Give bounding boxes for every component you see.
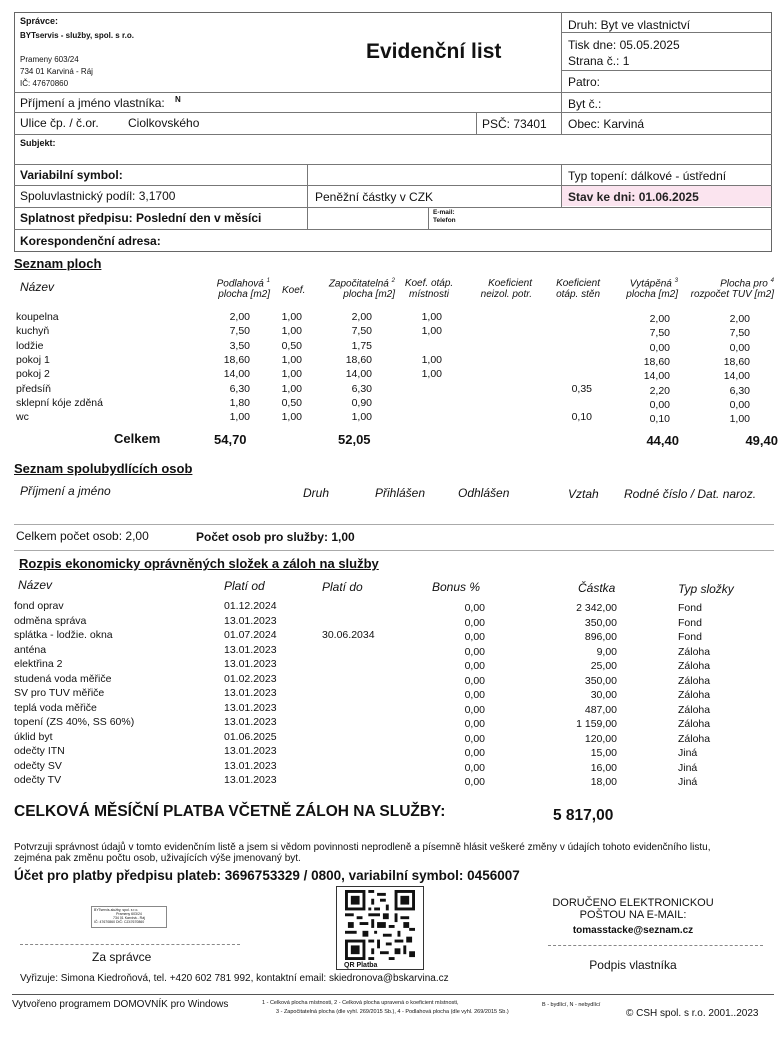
rozpis-cell-od: 13.01.2023 [224, 687, 277, 699]
account-line: Účet pro platby předpisu plateb: 3696753329 / 0800, variabilní symbol: 0456007 [14, 868, 520, 883]
plochy-cell-zapoc: 18,60 [345, 353, 372, 366]
rozpis-cell-typ: Záloha [678, 689, 711, 701]
vs-label: Variabilní symbol: [20, 168, 123, 182]
rozpis-cell-od: 13.01.2023 [224, 614, 277, 627]
rozpis-row [0, 716, 778, 729]
obec: Obec: Karviná [568, 117, 645, 131]
podil: Spoluvlastnický podíl: 3,1700 [20, 189, 176, 203]
rozpis-row [0, 644, 778, 657]
rozpis-cell-bonus: 0,00 [464, 645, 485, 658]
plochy-cell-zapoc: 0,90 [351, 396, 372, 409]
plochy-total-zapoc: 52,05 [338, 432, 371, 447]
rozpis-row [0, 731, 778, 744]
rozpis-cell-castka: 487,00 [584, 703, 617, 716]
rozpis-cell-od: 01.02.2023 [224, 672, 277, 685]
rozpis-cell-bonus: 0,00 [464, 602, 485, 614]
admin-ic: IČ: 47670860 [20, 79, 69, 88]
rozpis-cell-od: 13.01.2023 [224, 643, 277, 656]
osoby-title: Seznam spolubydlících osob [14, 461, 193, 476]
plochy-cell-sten: 0,10 [571, 411, 592, 424]
rozpis-row [0, 774, 778, 787]
ulice-label: Ulice čp. / č.or. [20, 116, 99, 130]
plochy-cell-tuv: 18,60 [723, 355, 750, 368]
subjekt-label: Subjekt: [20, 138, 56, 148]
rozpis-cell-castka: 120,00 [584, 732, 617, 745]
rozpis-cell-bonus: 0,00 [464, 660, 485, 672]
rozpis-h-typ: Typ složky [678, 582, 734, 596]
plochy-total-tuv: 49,40 [745, 433, 778, 448]
plochy-cell-tuv: 6,30 [729, 384, 750, 397]
rozpis-cell-bonus: 0,00 [464, 718, 485, 730]
qr-code-icon [344, 890, 416, 960]
plochy-h-nazev: Název [20, 280, 55, 294]
rozpis-title: Rozpis ekonomicky oprávněných složek a záloh na služby [19, 556, 379, 571]
podpis-vlastnika: Podpis vlastníka [589, 958, 677, 972]
plochy-cell-vytap: 0,00 [649, 398, 670, 411]
admin-city: 734 01 Karviná - Ráj [20, 67, 93, 76]
plochy-cell-podl: 1,80 [229, 396, 250, 409]
rozpis-cell-castka: 2 342,00 [576, 602, 617, 614]
plochy-row [0, 354, 778, 367]
plochy-cell-tuv: 14,00 [723, 370, 750, 383]
rozpis-cell-nazev: úklid byt [14, 730, 53, 743]
rozpis-cell-nazev: odečty ITN [14, 745, 65, 757]
plochy-cell-tuv: 0,00 [729, 398, 750, 411]
rozpis-row [0, 760, 778, 773]
plochy-cell-zapoc: 1,00 [351, 411, 372, 424]
rozpis-cell-typ: Záloha [678, 718, 711, 730]
plochy-cell-zapoc: 6,30 [351, 382, 372, 395]
patro: Patro: [568, 75, 601, 89]
plochy-row [0, 325, 778, 338]
admin-street: Prameny 603/24 [20, 55, 79, 64]
footnote-1: 1 - Celková plocha místnosti, 2 - Celková plocha upravená o koeficient místnosti, [262, 1000, 459, 1006]
plochy-cell-tuv: 2,00 [729, 313, 750, 325]
qr-label: QR Platba [344, 962, 378, 969]
signature-line-owner [548, 945, 763, 946]
divider [12, 994, 774, 995]
druh: Druh: Byt ve vlastnictví [568, 18, 691, 32]
za-spravce: Za správce [92, 950, 152, 964]
rozpis-cell-nazev: fond oprav [14, 600, 64, 612]
plochy-cell-otap: 1,00 [421, 368, 442, 381]
osoby-h-prihlasen: Přihlášen [375, 486, 426, 500]
email-label: E-mail: [433, 209, 455, 216]
rozpis-cell-bonus: 0,00 [464, 747, 485, 759]
rozpis-cell-nazev: odměna správa [14, 614, 87, 627]
rozpis-row [0, 600, 778, 613]
plochy-cell-nazev: wc [16, 411, 29, 424]
rozpis-cell-castka: 1 159,00 [576, 718, 617, 730]
plochy-h-zapoc: Započitatelná $^2$ plocha [m2] [328, 278, 395, 301]
rozpis-cell-castka: 896,00 [584, 631, 617, 643]
admin-label: Správce: [20, 16, 59, 26]
rozpis-cell-typ: Záloha [678, 732, 711, 745]
rozpis-h-do: Platí do [322, 580, 363, 594]
plochy-cell-zapoc: 14,00 [345, 368, 372, 381]
rozpis-row [0, 615, 778, 628]
rozpis-cell-typ: Jiná [678, 747, 698, 759]
plochy-total-podl: 54,70 [214, 432, 247, 447]
rozpis-cell-typ: Záloha [678, 674, 711, 687]
plochy-row [0, 411, 778, 424]
osoby-pro-sluzby: Počet osob pro služby: 1,00 [196, 530, 355, 544]
signature-line-admin [20, 944, 240, 945]
strana: Strana č.: 1 [568, 54, 630, 68]
tisk-dne: Tisk dne: 05.05.2025 [568, 38, 680, 52]
rozpis-cell-od: 13.01.2023 [224, 774, 277, 786]
plochy-row [0, 368, 778, 381]
rozpis-cell-bonus: 0,00 [464, 703, 485, 716]
plochy-cell-nazev: sklepní kóje zděná [16, 396, 103, 409]
plochy-row [0, 383, 778, 396]
rozpis-cell-nazev: SV pro TUV měřiče [14, 687, 105, 699]
plochy-cell-nazev: koupelna [16, 311, 59, 323]
plochy-row [0, 397, 778, 410]
plochy-h-koef: Koef. [282, 285, 306, 296]
telefon-label: Telefon [433, 217, 456, 224]
plochy-h-sten: Koeficient otáp. stěn [556, 278, 600, 300]
plochy-cell-otap: 1,00 [421, 353, 442, 366]
plochy-cell-podl: 3,50 [229, 339, 250, 352]
rozpis-cell-typ: Záloha [678, 703, 711, 716]
rozpis-cell-bonus: 0,00 [464, 732, 485, 745]
rozpis-cell-nazev: elektřina 2 [14, 658, 63, 670]
plochy-cell-nazev: předsíň [16, 382, 52, 395]
rozpis-cell-nazev: splátka - lodžie. okna [14, 629, 113, 641]
plochy-title: Seznam ploch [14, 256, 102, 271]
rozpis-cell-nazev: anténa [14, 643, 47, 656]
rozpis-row [0, 687, 778, 700]
typ-topeni: Typ topení: dálkové - ústřední [568, 169, 727, 183]
osoby-h-druh: Druh [303, 486, 330, 500]
rozpis-cell-nazev: topení (ZS 40%, SS 60%) [14, 716, 135, 728]
ulice-value: Ciolkovského [128, 116, 200, 130]
plochy-cell-podl: 7,50 [229, 325, 250, 338]
plochy-cell-podl: 2,00 [229, 311, 250, 323]
osoby-h-vztah: Vztah [568, 487, 599, 501]
rozpis-cell-od: 01.07.2024 [224, 629, 277, 641]
rozpis-cell-typ: Záloha [678, 645, 711, 658]
rozpis-cell-od: 13.01.2023 [224, 658, 277, 670]
plochy-cell-koef: 0,50 [281, 339, 302, 352]
plochy-h-neizol: Koeficient neizol. potr. [480, 278, 532, 300]
plochy-cell-otap: 1,00 [421, 311, 442, 323]
plochy-cell-nazev: kuchyň [16, 325, 50, 338]
rozpis-cell-bonus: 0,00 [464, 776, 485, 788]
owner-value: N [175, 95, 181, 104]
rozpis-cell-od: 01.06.2025 [224, 730, 277, 743]
admin-name: BYTservis - služby, spol. s r.o. [20, 31, 134, 40]
rozpis-cell-od: 13.01.2023 [224, 716, 277, 728]
plochy-cell-tuv: 0,00 [729, 341, 750, 354]
plochy-cell-otap: 1,00 [421, 325, 442, 338]
rozpis-cell-do: 30.06.2034 [322, 629, 375, 641]
plochy-cell-koef: 1,00 [281, 382, 302, 395]
rozpis-row [0, 673, 778, 686]
plochy-cell-podl: 18,60 [223, 353, 250, 366]
osoby-h-rc: Rodné číslo / Dat. naroz. [624, 487, 757, 501]
plochy-h-tuv: Plocha pro $^4$ rozpočet TUV [m2] [690, 278, 774, 301]
rozpis-total-label: CELKOVÁ MĚSÍČNÍ PLATBA VČETNĚ ZÁLOH NA SLUŽBY: [14, 803, 446, 820]
doruceno-2: POŠTOU NA E-MAIL: [579, 909, 687, 921]
psc: PSČ: 73401 [482, 117, 547, 131]
plochy-h-otap: Koef. otáp. místnosti [404, 278, 454, 300]
admin-stamp: BYTservis-služby, spol. s r.o. Prameny 603/24 734 01 Karviná - Ráj IČ: 47670860 DIČ: CZ47670860 [91, 906, 167, 928]
plochy-total-label: Celkem [114, 431, 161, 446]
vyrizuje: Vyřizuje: Simona Kiedroňová, tel. +420 602 781 992, kontaktní email: skiedronova@bskarvina.cz [20, 973, 449, 984]
plochy-cell-sten: 0,35 [571, 382, 592, 395]
divider [14, 550, 774, 551]
plochy-cell-koef: 1,00 [281, 325, 302, 338]
footnote-2: 3 - Započitatelná plocha (dle vyhl. 269/2015 Sb.), 4 - Podlahová plocha (dle vyhl. 269/2015 Sb.) [276, 1009, 509, 1015]
page-title: Evidenční list [366, 40, 502, 63]
rozpis-cell-nazev: odečty SV [14, 759, 62, 772]
rozpis-cell-typ: Fond [678, 631, 702, 643]
rozpis-cell-od: 13.01.2023 [224, 701, 277, 714]
rozpis-cell-typ: Záloha [678, 660, 711, 672]
confirm-text: Potvrzuji správnost údajů v tomto evidenčním listě a jsem si vědom povinnosti neprodleně a písemně hlásit veškeré změny v údajích tohoto evidenčního listu, zejména pak změnu počtu osob, uživajících výše jmenovaný byt. [14, 842, 711, 864]
rozpis-h-od: Platí od [224, 579, 265, 593]
rozpis-cell-typ: Fond [678, 616, 702, 629]
plochy-cell-tuv: 7,50 [729, 327, 750, 340]
plochy-cell-podl: 14,00 [223, 368, 250, 381]
plochy-cell-koef: 1,00 [281, 411, 302, 424]
plochy-cell-podl: 6,30 [229, 382, 250, 395]
plochy-cell-vytap: 2,20 [649, 384, 670, 397]
plochy-cell-tuv: 1,00 [729, 413, 750, 426]
plochy-cell-zapoc: 1,75 [351, 339, 372, 352]
rozpis-cell-nazev: odečty TV [14, 774, 62, 786]
plochy-cell-koef: 1,00 [281, 368, 302, 381]
rozpis-cell-castka: 9,00 [596, 645, 617, 658]
plochy-cell-vytap: 2,00 [649, 313, 670, 325]
rozpis-h-castka: Částka [578, 581, 616, 595]
plochy-cell-nazev: lodžie [16, 339, 44, 352]
rozpis-cell-bonus: 0,00 [464, 689, 485, 701]
rozpis-cell-typ: Jiná [678, 761, 698, 774]
rozpis-cell-typ: Jiná [678, 776, 698, 788]
rozpis-cell-castka: 18,00 [590, 776, 617, 788]
plochy-cell-koef: 1,00 [281, 311, 302, 323]
footnote-3: B - bydlící, N - nebydlící [542, 1002, 601, 1008]
plochy-cell-vytap: 14,00 [643, 370, 670, 383]
divider [14, 524, 774, 525]
plochy-h-podl: Podlahová $^1$ plocha [m2] [216, 278, 270, 301]
rozpis-row [0, 629, 778, 642]
rozpis-cell-castka: 25,00 [590, 660, 617, 672]
rozpis-h-bonus: Bonus % [432, 580, 481, 594]
splatnost: Splatnost předpisu: Poslední den v měsíci [20, 211, 262, 225]
mena: Peněžní částky v CZK [315, 190, 434, 204]
byt-cislo: Byt č.: [568, 97, 602, 111]
rozpis-cell-bonus: 0,00 [464, 674, 485, 687]
rozpis-cell-bonus: 0,00 [464, 631, 485, 643]
rozpis-cell-castka: 350,00 [584, 674, 617, 687]
plochy-row [0, 311, 778, 324]
rozpis-cell-od: 01.12.2024 [224, 600, 277, 612]
plochy-cell-nazev: pokoj 2 [16, 368, 50, 381]
plochy-cell-vytap: 0,10 [649, 413, 670, 426]
plochy-cell-nazev: pokoj 1 [16, 353, 50, 366]
osoby-celkem: Celkem počet osob: 2,00 [16, 529, 149, 543]
plochy-total-vytap: 44,40 [646, 433, 679, 448]
rozpis-cell-castka: 16,00 [590, 761, 617, 774]
osoby-h-odhlasen: Odhlášen [458, 486, 510, 500]
doruceno-email: tomasstacke@seznam.cz [572, 925, 694, 936]
plochy-h-vytap: Vytápěná $^3$ plocha [m2] [626, 278, 678, 301]
program-label: Vytvořeno programem DOMOVNÍK pro Windows [12, 999, 229, 1010]
plochy-cell-zapoc: 7,50 [351, 325, 372, 338]
plochy-cell-koef: 1,00 [281, 353, 302, 366]
doruceno-1: DORUČENO ELEKTRONICKOU [552, 897, 714, 909]
rozpis-cell-castka: 350,00 [584, 616, 617, 629]
rozpis-cell-od: 13.01.2023 [224, 759, 277, 772]
plochy-cell-vytap: 0,00 [649, 341, 670, 354]
rozpis-cell-nazev: teplá voda měřiče [14, 701, 97, 714]
rozpis-total-value: 5 817,00 [553, 807, 614, 824]
kores-label: Korespondenční adresa: [20, 234, 161, 248]
plochy-cell-podl: 1,00 [229, 411, 250, 424]
plochy-cell-zapoc: 2,00 [351, 311, 372, 323]
rozpis-cell-castka: 15,00 [590, 747, 617, 759]
rozpis-row [0, 702, 778, 715]
plochy-row [0, 340, 778, 353]
rozpis-cell-typ: Fond [678, 602, 702, 614]
plochy-cell-koef: 0,50 [281, 396, 302, 409]
osoby-h-jmeno: Příjmení a jméno [20, 484, 111, 498]
rozpis-cell-bonus: 0,00 [464, 616, 485, 629]
rozpis-cell-nazev: studená voda měřiče [14, 672, 112, 685]
rozpis-cell-bonus: 0,00 [464, 761, 485, 774]
rozpis-row [0, 745, 778, 758]
plochy-cell-vytap: 18,60 [643, 355, 670, 368]
stav-ke-dni: Stav ke dni: 01.06.2025 [568, 190, 699, 204]
rozpis-cell-od: 13.01.2023 [224, 745, 277, 757]
rozpis-cell-castka: 30,00 [590, 689, 617, 701]
rozpis-h-nazev: Název [18, 578, 53, 592]
plochy-cell-vytap: 7,50 [649, 327, 670, 340]
copyright: © CSH spol. s r.o. 2001..2023 [626, 1008, 759, 1019]
owner-label: Příjmení a jméno vlastníka: [20, 96, 165, 110]
rozpis-row [0, 658, 778, 671]
